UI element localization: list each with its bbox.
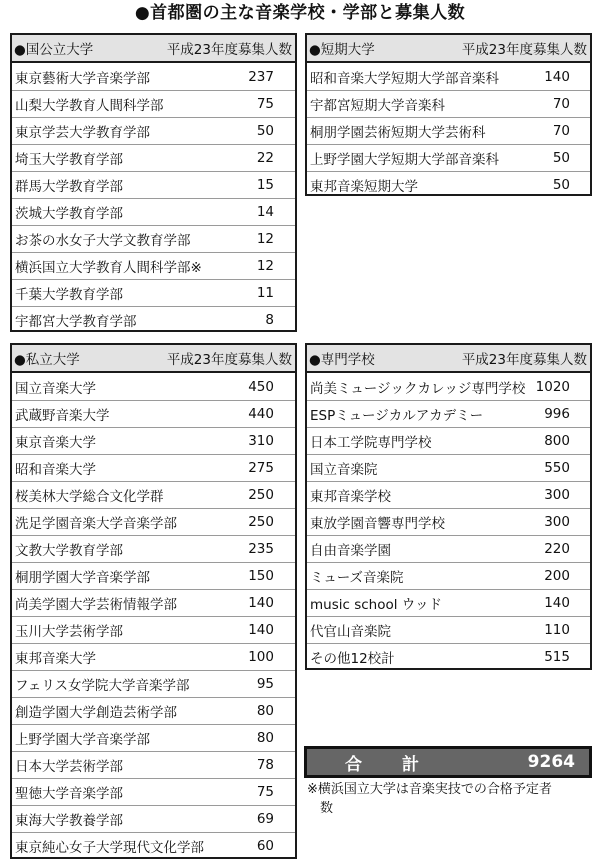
enrollment-count: 550 xyxy=(544,460,570,476)
enrollment-count: 78 xyxy=(256,757,274,773)
enrollment-count: 110 xyxy=(544,622,570,638)
table-row xyxy=(12,616,295,643)
school-name: 尚美学園大学芸術情報学部 xyxy=(15,597,177,613)
enrollment-count: 140 xyxy=(248,622,274,638)
school-name: 桐朋学園芸術短期大学芸術科 xyxy=(310,125,486,141)
enrollment-count: 22 xyxy=(256,150,274,166)
school-name: 上野学園大学短期大学部音楽科 xyxy=(310,152,499,168)
table-body xyxy=(12,63,295,333)
footnote-line-1: ※横浜国立大学は音楽実技での合格予定者 xyxy=(307,782,552,797)
school-name: 上野学園大学音楽学部 xyxy=(15,732,150,748)
enrollment-count: 996 xyxy=(544,406,570,422)
school-name: 洗足学園音楽大学音楽学部 xyxy=(15,516,177,532)
national-universities-table xyxy=(10,33,297,332)
page-title: ●首都圏の主な音楽学校・学部と募集人数 xyxy=(134,3,466,23)
table-row xyxy=(12,63,295,90)
enrollment-count: 80 xyxy=(256,703,274,719)
enrollment-count: 440 xyxy=(248,406,274,422)
school-name: 山梨大学教育人間科学部 xyxy=(15,98,164,114)
enrollment-count: 300 xyxy=(544,514,570,530)
enrollment-count: 15 xyxy=(256,177,274,193)
enrollment-count: 80 xyxy=(256,730,274,746)
column-header-enrollment: 平成23年度募集人数 xyxy=(166,42,292,58)
table-row xyxy=(307,90,590,117)
school-name: 東京藝術大学音楽学部 xyxy=(15,70,150,87)
school-name: フェリス女学院大学音楽学部 xyxy=(15,678,190,694)
table-row xyxy=(12,306,295,333)
enrollment-count: 235 xyxy=(248,541,274,557)
footnote-line-2: 数 xyxy=(320,801,334,816)
enrollment-count: 140 xyxy=(248,595,274,611)
school-name: 日本工学院専門学校 xyxy=(310,435,432,451)
table-row xyxy=(307,117,590,144)
table-category-label: ●専門学校 xyxy=(309,352,375,368)
table-row xyxy=(307,643,590,670)
table-row xyxy=(307,373,590,400)
table-row xyxy=(12,805,295,832)
table-row xyxy=(12,225,295,252)
table-row xyxy=(307,535,590,562)
school-name: 横浜国立大学教育人間科学部※ xyxy=(15,260,202,276)
school-name: 東京音楽大学 xyxy=(15,435,96,451)
table-row xyxy=(307,400,590,427)
grand-total-box xyxy=(304,746,592,778)
school-name: 東海大学教養学部 xyxy=(15,813,123,829)
table-row xyxy=(12,778,295,805)
school-name: 東邦音楽学校 xyxy=(310,489,391,505)
enrollment-count: 140 xyxy=(544,68,570,85)
table-row xyxy=(12,198,295,225)
table-row xyxy=(12,562,295,589)
total-label-char-2: 計 xyxy=(402,754,419,775)
enrollment-count: 250 xyxy=(248,514,274,530)
enrollment-count: 300 xyxy=(544,487,570,503)
enrollment-count: 12 xyxy=(256,258,274,274)
table-row xyxy=(307,427,590,454)
table-row xyxy=(307,589,590,616)
table-row xyxy=(12,252,295,279)
school-name: 東邦音楽短期大学 xyxy=(310,179,418,195)
school-name: 武蔵野音楽大学 xyxy=(15,408,110,424)
enrollment-count: 14 xyxy=(256,204,274,220)
school-name: 千葉大学教育学部 xyxy=(15,287,123,303)
enrollment-count: 275 xyxy=(248,460,274,476)
school-name: 東京学芸大学教育学部 xyxy=(15,125,150,141)
table-row xyxy=(307,562,590,589)
enrollment-count: 75 xyxy=(256,96,274,112)
school-name: 日本大学芸術学部 xyxy=(15,759,123,775)
school-name: 宇都宮大学教育学部 xyxy=(15,314,137,330)
enrollment-count: 100 xyxy=(248,649,274,665)
school-name: 桐朋学園大学音楽学部 xyxy=(15,570,150,586)
table-row xyxy=(12,171,295,198)
enrollment-count: 237 xyxy=(248,68,274,85)
enrollment-count: 310 xyxy=(248,433,274,449)
table-row xyxy=(12,481,295,508)
table-row xyxy=(12,508,295,535)
footnote xyxy=(307,780,592,818)
enrollment-count: 69 xyxy=(256,811,274,827)
private-universities-table xyxy=(10,343,297,859)
enrollment-count: 200 xyxy=(544,568,570,584)
table-header xyxy=(12,35,295,63)
enrollment-count: 50 xyxy=(256,123,274,139)
enrollment-count: 150 xyxy=(248,568,274,584)
school-name: ミューズ音楽院 xyxy=(310,570,404,586)
table-body xyxy=(307,63,590,198)
table-row xyxy=(12,117,295,144)
school-name: 代官山音楽院 xyxy=(310,624,391,640)
table-row xyxy=(12,279,295,306)
table-header xyxy=(12,345,295,373)
enrollment-count: 250 xyxy=(248,487,274,503)
enrollment-count: 800 xyxy=(544,433,570,449)
school-name: 昭和音楽大学短期大学部音楽科 xyxy=(310,70,499,87)
vocational-schools-table xyxy=(305,343,592,670)
enrollment-count: 8 xyxy=(265,312,274,328)
total-label-char-1: 合 xyxy=(345,754,362,775)
enrollment-count: 70 xyxy=(552,96,570,112)
enrollment-count: 95 xyxy=(256,676,274,692)
school-name: ESPミュージカルアカデミー xyxy=(310,408,484,424)
table-header xyxy=(307,345,590,373)
table-category-label: ●短期大学 xyxy=(309,42,375,58)
school-name: 桜美林大学総合文化学群 xyxy=(15,489,164,505)
school-name: music school ウッド xyxy=(310,597,443,613)
enrollment-count: 60 xyxy=(256,838,274,854)
school-name: 東京純心女子大学現代文化学部 xyxy=(15,840,204,856)
table-row xyxy=(12,427,295,454)
enrollment-count: 450 xyxy=(248,378,274,395)
table-row xyxy=(12,832,295,859)
total-value: 9264 xyxy=(527,752,575,772)
school-name: 東放学園音響専門学校 xyxy=(310,516,445,532)
column-header-enrollment: 平成23年度募集人数 xyxy=(461,42,587,58)
enrollment-count: 1020 xyxy=(535,378,570,395)
table-row xyxy=(307,144,590,171)
enrollment-count: 220 xyxy=(544,541,570,557)
table-row xyxy=(12,643,295,670)
school-name: 国立音楽院 xyxy=(310,462,378,478)
table-row xyxy=(12,90,295,117)
school-name: 埼玉大学教育学部 xyxy=(15,152,123,168)
school-name: 玉川大学芸術学部 xyxy=(15,624,123,640)
table-row xyxy=(12,670,295,697)
table-row xyxy=(12,400,295,427)
table-body xyxy=(307,373,590,670)
table-row xyxy=(12,144,295,171)
table-row xyxy=(12,724,295,751)
table-row xyxy=(307,454,590,481)
school-name: 自由音楽学園 xyxy=(310,543,391,559)
table-row xyxy=(12,535,295,562)
column-header-enrollment: 平成23年度募集人数 xyxy=(166,352,292,368)
column-header-enrollment: 平成23年度募集人数 xyxy=(461,352,587,368)
school-name: 聖徳大学音楽学部 xyxy=(15,786,123,802)
enrollment-count: 50 xyxy=(552,150,570,166)
school-name: 尚美ミュージックカレッジ専門学校 xyxy=(310,380,526,397)
school-name: 茨城大学教育学部 xyxy=(15,206,123,222)
enrollment-count: 70 xyxy=(552,123,570,139)
enrollment-count: 12 xyxy=(256,231,274,247)
table-row xyxy=(307,171,590,198)
table-row xyxy=(12,373,295,400)
enrollment-count: 515 xyxy=(544,649,570,665)
table-category-label: ●国公立大学 xyxy=(14,42,94,58)
school-name: 昭和音楽大学 xyxy=(15,462,96,478)
table-body xyxy=(12,373,295,859)
table-header xyxy=(307,35,590,63)
school-name: 群馬大学教育学部 xyxy=(15,179,123,195)
junior-colleges-table xyxy=(305,33,592,196)
table-row xyxy=(307,481,590,508)
school-name: 創造学園大学創造芸術学部 xyxy=(15,705,177,721)
table-row xyxy=(12,589,295,616)
school-name: 東邦音楽大学 xyxy=(15,651,96,667)
school-name: 国立音楽大学 xyxy=(15,380,96,397)
table-row xyxy=(307,63,590,90)
enrollment-count: 50 xyxy=(552,177,570,193)
enrollment-count: 75 xyxy=(256,784,274,800)
school-name: 宇都宮短期大学音楽科 xyxy=(310,98,445,114)
table-row xyxy=(307,616,590,643)
table-row xyxy=(12,751,295,778)
school-name: 文教大学教育学部 xyxy=(15,543,123,559)
enrollment-count: 11 xyxy=(256,285,274,301)
school-name: その他12校計 xyxy=(310,651,395,667)
school-name: お茶の水女子大学文教育学部 xyxy=(15,233,191,249)
table-row xyxy=(12,454,295,481)
table-row xyxy=(307,508,590,535)
table-row xyxy=(12,697,295,724)
enrollment-count: 140 xyxy=(544,595,570,611)
table-category-label: ●私立大学 xyxy=(14,352,80,368)
